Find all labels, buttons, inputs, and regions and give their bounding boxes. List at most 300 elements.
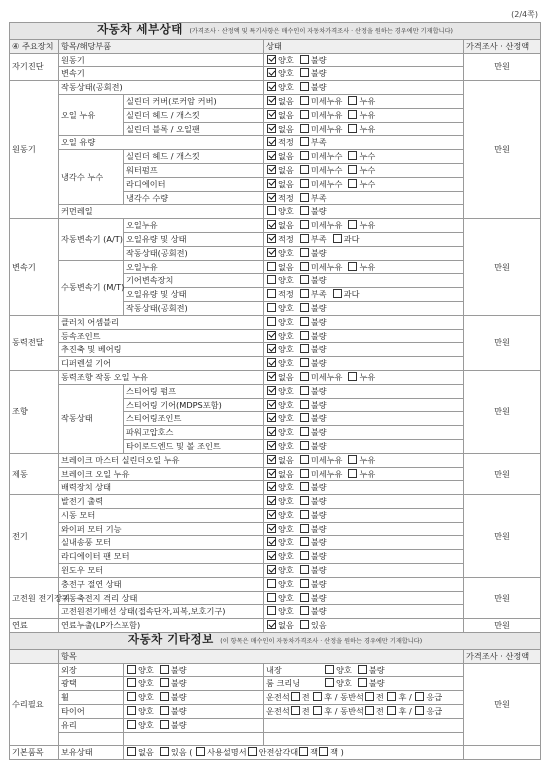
- checkbox[interactable]: [365, 692, 374, 701]
- item-label: 구동축전지 격리 상태: [59, 591, 264, 605]
- state-cell: [264, 150, 464, 164]
- checkbox[interactable]: [127, 747, 136, 756]
- section-label: 고전원 전기장치: [10, 577, 59, 618]
- table-row: [10, 219, 541, 233]
- checkbox[interactable]: [348, 179, 357, 188]
- checkbox[interactable]: [300, 331, 309, 340]
- state-cell: [264, 522, 464, 536]
- exterior-state: [124, 663, 264, 677]
- state-cell: [264, 274, 464, 288]
- holdings-yes: 있음: [170, 747, 187, 758]
- checkbox[interactable]: [319, 747, 328, 756]
- checkbox[interactable]: [160, 678, 169, 687]
- checkbox[interactable]: [267, 248, 276, 257]
- state-cell: [264, 453, 464, 467]
- checkbox[interactable]: [300, 248, 309, 257]
- detail-note: (가격조사 · 산정액 및 특기사항은 매수인이 자동차가격조사 · 산정을 원하는 경우에만 기재합니다): [189, 28, 453, 35]
- checkbox[interactable]: [358, 678, 367, 687]
- detail-title-bar: [10, 23, 541, 40]
- checkbox[interactable]: [267, 220, 276, 229]
- checkbox[interactable]: [313, 692, 322, 701]
- checkbox[interactable]: [267, 55, 276, 64]
- option-bad: 불량: [310, 247, 327, 258]
- checkbox[interactable]: [267, 110, 276, 119]
- checkbox[interactable]: [267, 317, 276, 326]
- checkbox[interactable]: [267, 96, 276, 105]
- checkbox[interactable]: [300, 620, 309, 629]
- checkbox[interactable]: [300, 524, 309, 533]
- table-row: [10, 370, 541, 384]
- checkbox[interactable]: [348, 262, 357, 271]
- checkbox[interactable]: [300, 413, 309, 422]
- checkbox[interactable]: [267, 593, 276, 602]
- state-cell: [264, 67, 464, 81]
- option-bad: 불량: [310, 68, 327, 79]
- option-bad: 불량: [310, 54, 327, 65]
- separator: /: [408, 706, 412, 717]
- item-manual: 사용설명서: [207, 747, 247, 758]
- checkbox[interactable]: [325, 678, 334, 687]
- checkbox[interactable]: [300, 551, 309, 560]
- checkbox[interactable]: [267, 179, 276, 188]
- state-cell: [264, 577, 464, 591]
- checkbox[interactable]: [127, 665, 136, 674]
- passenger-label: 동반석: [340, 706, 364, 717]
- option-good: 양호: [278, 537, 294, 548]
- checkbox[interactable]: [300, 455, 309, 464]
- option-leak: 누유: [359, 95, 376, 106]
- checkbox[interactable]: [300, 110, 309, 119]
- checkbox[interactable]: [267, 331, 276, 340]
- checkbox[interactable]: [300, 193, 309, 202]
- state-cell: [264, 219, 464, 233]
- checkbox[interactable]: [415, 692, 424, 701]
- option-good: 양호: [278, 330, 294, 341]
- state-cell: [264, 315, 464, 329]
- option-minor: 미세누유: [310, 261, 343, 272]
- table-row: [10, 94, 541, 108]
- checkbox[interactable]: [300, 96, 309, 105]
- option-none: 없음: [278, 220, 294, 231]
- option-minor: 미세누유: [310, 371, 343, 382]
- checkbox[interactable]: [300, 606, 309, 615]
- item-label: 변속기: [59, 67, 264, 81]
- checkbox[interactable]: [299, 747, 308, 756]
- checkbox[interactable]: [300, 441, 309, 450]
- checkbox[interactable]: [365, 706, 374, 715]
- checkbox[interactable]: [267, 193, 276, 202]
- option-good: 양호: [278, 606, 294, 617]
- sub-item-label: 오일유량 및 상태: [124, 232, 264, 246]
- driver-label: 운전석: [266, 692, 290, 703]
- item-label: 시동 모터: [59, 508, 264, 522]
- table-row: [10, 564, 541, 578]
- item-label: 오일 유량: [59, 136, 264, 150]
- state-cell: [264, 246, 464, 260]
- passenger-label: 동반석: [340, 692, 364, 703]
- state-cell: [264, 232, 464, 246]
- checkbox[interactable]: [291, 706, 300, 715]
- checkbox[interactable]: [267, 165, 276, 174]
- checkbox[interactable]: [300, 537, 309, 546]
- checkbox[interactable]: [267, 262, 276, 271]
- state-cell: [264, 536, 464, 550]
- state-cell: [264, 619, 464, 633]
- header-state: 상태: [264, 39, 464, 53]
- checkbox[interactable]: [267, 124, 276, 133]
- option-proper: 적정: [278, 192, 294, 203]
- checkbox[interactable]: [267, 275, 276, 284]
- option-minor: 미세누유: [310, 454, 343, 465]
- rear-label: 후: [398, 692, 407, 703]
- option-minor: 미세누유: [310, 220, 343, 231]
- item-label: 브레이크 오일 누유: [59, 467, 264, 481]
- option-none: 없음: [278, 261, 294, 272]
- table-row: [10, 522, 541, 536]
- checkbox[interactable]: [300, 220, 309, 229]
- detail-section-body: [10, 23, 541, 633]
- option-leak: 누유: [359, 261, 376, 272]
- checkbox[interactable]: [127, 706, 136, 715]
- option-bad: 불량: [310, 206, 327, 217]
- state-cell: [264, 412, 464, 426]
- checkbox[interactable]: [313, 706, 322, 715]
- checkbox[interactable]: [160, 720, 169, 729]
- state-cell: [264, 288, 464, 302]
- checkbox[interactable]: [267, 620, 276, 629]
- checkbox[interactable]: [160, 747, 169, 756]
- checkbox[interactable]: [348, 372, 357, 381]
- price-cell: 만원: [464, 370, 541, 453]
- option-good: 양호: [336, 664, 352, 675]
- table-row: [10, 357, 541, 371]
- option-good: 양호: [278, 247, 294, 258]
- option-good: 양호: [278, 523, 294, 534]
- front-label: 전: [301, 706, 310, 717]
- item-jack-2: 잭: [330, 747, 338, 758]
- checkbox[interactable]: [300, 358, 309, 367]
- sub-item-label: 실린더 커버(로커암 커버): [124, 94, 264, 108]
- checkbox[interactable]: [267, 206, 276, 215]
- checkbox[interactable]: [267, 565, 276, 574]
- item-label: 등속조인트: [59, 329, 264, 343]
- checkbox[interactable]: [267, 68, 276, 77]
- checkbox[interactable]: [160, 665, 169, 674]
- price-cell: 만원: [464, 577, 541, 618]
- sub-item-label: 오일누유: [124, 260, 264, 274]
- option-none: 없음: [278, 151, 294, 162]
- price-cell: 만원: [464, 453, 541, 494]
- checkbox[interactable]: [300, 151, 309, 160]
- table-row: [10, 495, 541, 509]
- holdings-state: 없음 있음 ( 사용설명서 안전삼각대 잭 잭 ): [124, 746, 464, 760]
- price-cell: 만원: [464, 81, 541, 219]
- checkbox[interactable]: [387, 706, 396, 715]
- option-none: 없음: [278, 620, 294, 631]
- option-leak_w: 누수: [359, 178, 376, 189]
- option-minor_w: 미세누수: [310, 151, 343, 162]
- checkbox[interactable]: [267, 372, 276, 381]
- sub-item-label: 오일유량 및 상태: [124, 288, 264, 302]
- checkbox[interactable]: [348, 220, 357, 229]
- checkbox[interactable]: [248, 747, 257, 756]
- option-none: 없음: [278, 123, 294, 134]
- option-bad: 불량: [310, 302, 327, 313]
- checkbox[interactable]: [300, 234, 309, 243]
- checkbox[interactable]: [267, 455, 276, 464]
- checkbox[interactable]: [267, 137, 276, 146]
- checkbox[interactable]: [267, 289, 276, 298]
- checkbox[interactable]: [300, 593, 309, 602]
- checkbox[interactable]: [348, 469, 357, 478]
- checkbox[interactable]: [267, 537, 276, 546]
- glass-extra: [264, 718, 464, 732]
- state-cell: [264, 108, 464, 122]
- separator: /: [408, 692, 412, 703]
- sub-item-label: 스티어링 기어(MDPS포함): [124, 398, 264, 412]
- checkbox[interactable]: [300, 262, 309, 271]
- option-bad: 불량: [310, 330, 327, 341]
- option-good: 양호: [278, 302, 294, 313]
- item-label: 브레이크 마스터 실린더오일 누유: [59, 453, 264, 467]
- option-bad: 불량: [310, 606, 327, 617]
- state-cell: [264, 53, 464, 67]
- basic-price: [464, 746, 541, 760]
- tire-label: 타이어: [59, 705, 124, 719]
- table-row: [10, 591, 541, 605]
- option-good: 양호: [138, 692, 154, 703]
- checkbox[interactable]: [300, 124, 309, 133]
- checkbox[interactable]: [300, 206, 309, 215]
- checkbox[interactable]: [127, 678, 136, 687]
- checkbox[interactable]: [267, 579, 276, 588]
- rear-label: 후: [324, 706, 333, 717]
- checkbox[interactable]: [300, 165, 309, 174]
- option-none: 없음: [278, 164, 294, 175]
- state-cell: [264, 439, 464, 453]
- header-main-device: ④ 주요장치: [10, 39, 59, 53]
- checkbox[interactable]: [300, 400, 309, 409]
- option-lack: 부족: [310, 192, 327, 203]
- checkbox[interactable]: [267, 400, 276, 409]
- separator: /: [334, 706, 338, 717]
- table-row: [10, 605, 541, 619]
- header-blank: [10, 649, 59, 663]
- option-bad: 불량: [310, 275, 327, 286]
- sub-item-label: 오일누유: [124, 219, 264, 233]
- option-good: 양호: [278, 440, 294, 451]
- checkbox[interactable]: [300, 317, 309, 326]
- checkbox[interactable]: [333, 234, 342, 243]
- checkbox[interactable]: [160, 706, 169, 715]
- checkbox[interactable]: [300, 386, 309, 395]
- checkbox[interactable]: [300, 372, 309, 381]
- sub-item-label: 스티어링조인트: [124, 412, 264, 426]
- checkbox[interactable]: [348, 124, 357, 133]
- option-bad: 불량: [310, 537, 327, 548]
- option-good: 양호: [278, 565, 294, 576]
- table-row: [10, 508, 541, 522]
- state-cell: [264, 81, 464, 95]
- room-clean-label: 룸 크리닝: [266, 678, 301, 689]
- section-label: 자기진단: [10, 53, 59, 81]
- checkbox[interactable]: [300, 68, 309, 77]
- checkbox[interactable]: [267, 441, 276, 450]
- holdings-label: 보유상태: [59, 746, 124, 760]
- item-label: 클러치 어셈블리: [59, 315, 264, 329]
- other-title: 자동차 기타정보: [127, 632, 214, 647]
- checkbox[interactable]: [267, 386, 276, 395]
- section-label: 제동: [10, 453, 59, 494]
- checkbox[interactable]: [160, 692, 169, 701]
- checkbox[interactable]: [300, 344, 309, 353]
- option-leak_w: 누수: [359, 151, 376, 162]
- checkbox[interactable]: [348, 110, 357, 119]
- option-good: 양호: [336, 678, 352, 689]
- checkbox[interactable]: [348, 455, 357, 464]
- checkbox[interactable]: [300, 496, 309, 505]
- checkbox[interactable]: [348, 96, 357, 105]
- vehicle-status-table: [9, 22, 541, 760]
- sub-item-label: 워터펌프: [124, 163, 264, 177]
- emergency-label: 응급: [426, 706, 443, 717]
- option-bad: 불량: [310, 565, 327, 576]
- item-label: 와이퍼 모터 기능: [59, 522, 264, 536]
- option-good: 양호: [278, 592, 294, 603]
- checkbox[interactable]: [267, 303, 276, 312]
- checkbox[interactable]: [300, 55, 309, 64]
- checkbox[interactable]: [267, 551, 276, 560]
- option-good: 양호: [138, 664, 154, 675]
- checkbox[interactable]: [300, 427, 309, 436]
- checkbox[interactable]: [387, 692, 396, 701]
- price-cell: 만원: [464, 53, 541, 81]
- option-minor: 미세누유: [310, 109, 343, 120]
- checkbox[interactable]: [300, 482, 309, 491]
- repair-spacer: [59, 732, 124, 746]
- sub-item-label: 작동상태(공회전): [124, 301, 264, 315]
- rear-label: 후: [324, 692, 333, 703]
- option-bad: 불량: [310, 413, 327, 424]
- item-label: 디퍼렌셜 기어: [59, 357, 264, 371]
- checkbox[interactable]: [267, 82, 276, 91]
- option-bad: 불량: [368, 664, 385, 675]
- checkbox[interactable]: [300, 510, 309, 519]
- checkbox[interactable]: [300, 179, 309, 188]
- section-label: 동력전달: [10, 315, 59, 370]
- checkbox[interactable]: [300, 82, 309, 91]
- sub-item-label: 실린더 헤드 / 개스킷: [124, 108, 264, 122]
- section-label: 조향: [10, 370, 59, 453]
- checkbox[interactable]: [300, 137, 309, 146]
- checkbox[interactable]: [300, 289, 309, 298]
- sub-item-label: 파워고압호스: [124, 426, 264, 440]
- checkbox[interactable]: [291, 692, 300, 701]
- option-minor: 미세누유: [310, 95, 343, 106]
- checkbox[interactable]: [267, 510, 276, 519]
- option-lack: 부족: [310, 137, 327, 148]
- checkbox[interactable]: [267, 496, 276, 505]
- checkbox[interactable]: [415, 706, 424, 715]
- table-row: [10, 481, 541, 495]
- state-cell: [264, 481, 464, 495]
- checkbox[interactable]: [127, 692, 136, 701]
- state-cell: [264, 370, 464, 384]
- item-label: 고전원전기배선 상태(접속단자,피복,보호기구): [59, 605, 264, 619]
- state-cell: [264, 122, 464, 136]
- checkbox[interactable]: [300, 579, 309, 588]
- item-label: 발전기 출력: [59, 495, 264, 509]
- option-leak: 누유: [359, 371, 376, 382]
- item-label: 원동기: [59, 53, 264, 67]
- item-label: 충전구 절연 상태: [59, 577, 264, 591]
- option-leak_w: 누수: [359, 164, 376, 175]
- checkbox[interactable]: [267, 427, 276, 436]
- checkbox[interactable]: [267, 344, 276, 353]
- state-cell: [264, 163, 464, 177]
- checkbox[interactable]: [267, 524, 276, 533]
- checkbox[interactable]: [348, 151, 357, 160]
- checkbox[interactable]: [267, 151, 276, 160]
- option-leak: 누유: [359, 468, 376, 479]
- option-bad: 불량: [310, 578, 327, 589]
- option-good: 양호: [278, 82, 294, 93]
- checkbox[interactable]: [267, 413, 276, 422]
- checkbox[interactable]: [325, 665, 334, 674]
- checkbox[interactable]: [127, 720, 136, 729]
- checkbox[interactable]: [300, 275, 309, 284]
- state-cell: [264, 136, 464, 150]
- checkbox[interactable]: [333, 289, 342, 298]
- option-good: 양호: [278, 427, 294, 438]
- state-cell: [264, 605, 464, 619]
- sub-item-label: 스티어링 펌프: [124, 384, 264, 398]
- checkbox[interactable]: [300, 469, 309, 478]
- checkbox[interactable]: [267, 469, 276, 478]
- option-bad: 불량: [170, 719, 187, 730]
- option-minor: 미세누유: [310, 468, 343, 479]
- checkbox[interactable]: [267, 234, 276, 243]
- state-cell: [264, 564, 464, 578]
- state-cell: [264, 301, 464, 315]
- item-label: 커먼레일: [59, 205, 264, 219]
- other-title-bar: [10, 633, 541, 650]
- checkbox[interactable]: [300, 565, 309, 574]
- table-row: [10, 619, 541, 633]
- option-bad: 불량: [310, 482, 327, 493]
- checkbox[interactable]: [267, 358, 276, 367]
- checkbox[interactable]: [348, 165, 357, 174]
- checkbox[interactable]: [300, 303, 309, 312]
- front-label: 전: [375, 706, 384, 717]
- section-label: 원동기: [10, 81, 59, 219]
- option-none: 없음: [278, 95, 294, 106]
- state-cell: [264, 591, 464, 605]
- checkbox[interactable]: [267, 482, 276, 491]
- state-cell: [264, 357, 464, 371]
- checkbox[interactable]: [196, 747, 205, 756]
- table-row: [10, 81, 541, 95]
- checkbox[interactable]: [267, 606, 276, 615]
- sub-item-label: 냉각수 수량: [124, 191, 264, 205]
- state-cell: [264, 384, 464, 398]
- option-bad: 불량: [310, 344, 327, 355]
- detail-title: 자동차 세부상태: [97, 22, 183, 36]
- checkbox[interactable]: [358, 665, 367, 674]
- table-row: [10, 343, 541, 357]
- option-bad: 불량: [310, 316, 327, 327]
- header-price: 가격조사 · 산정액: [464, 39, 541, 53]
